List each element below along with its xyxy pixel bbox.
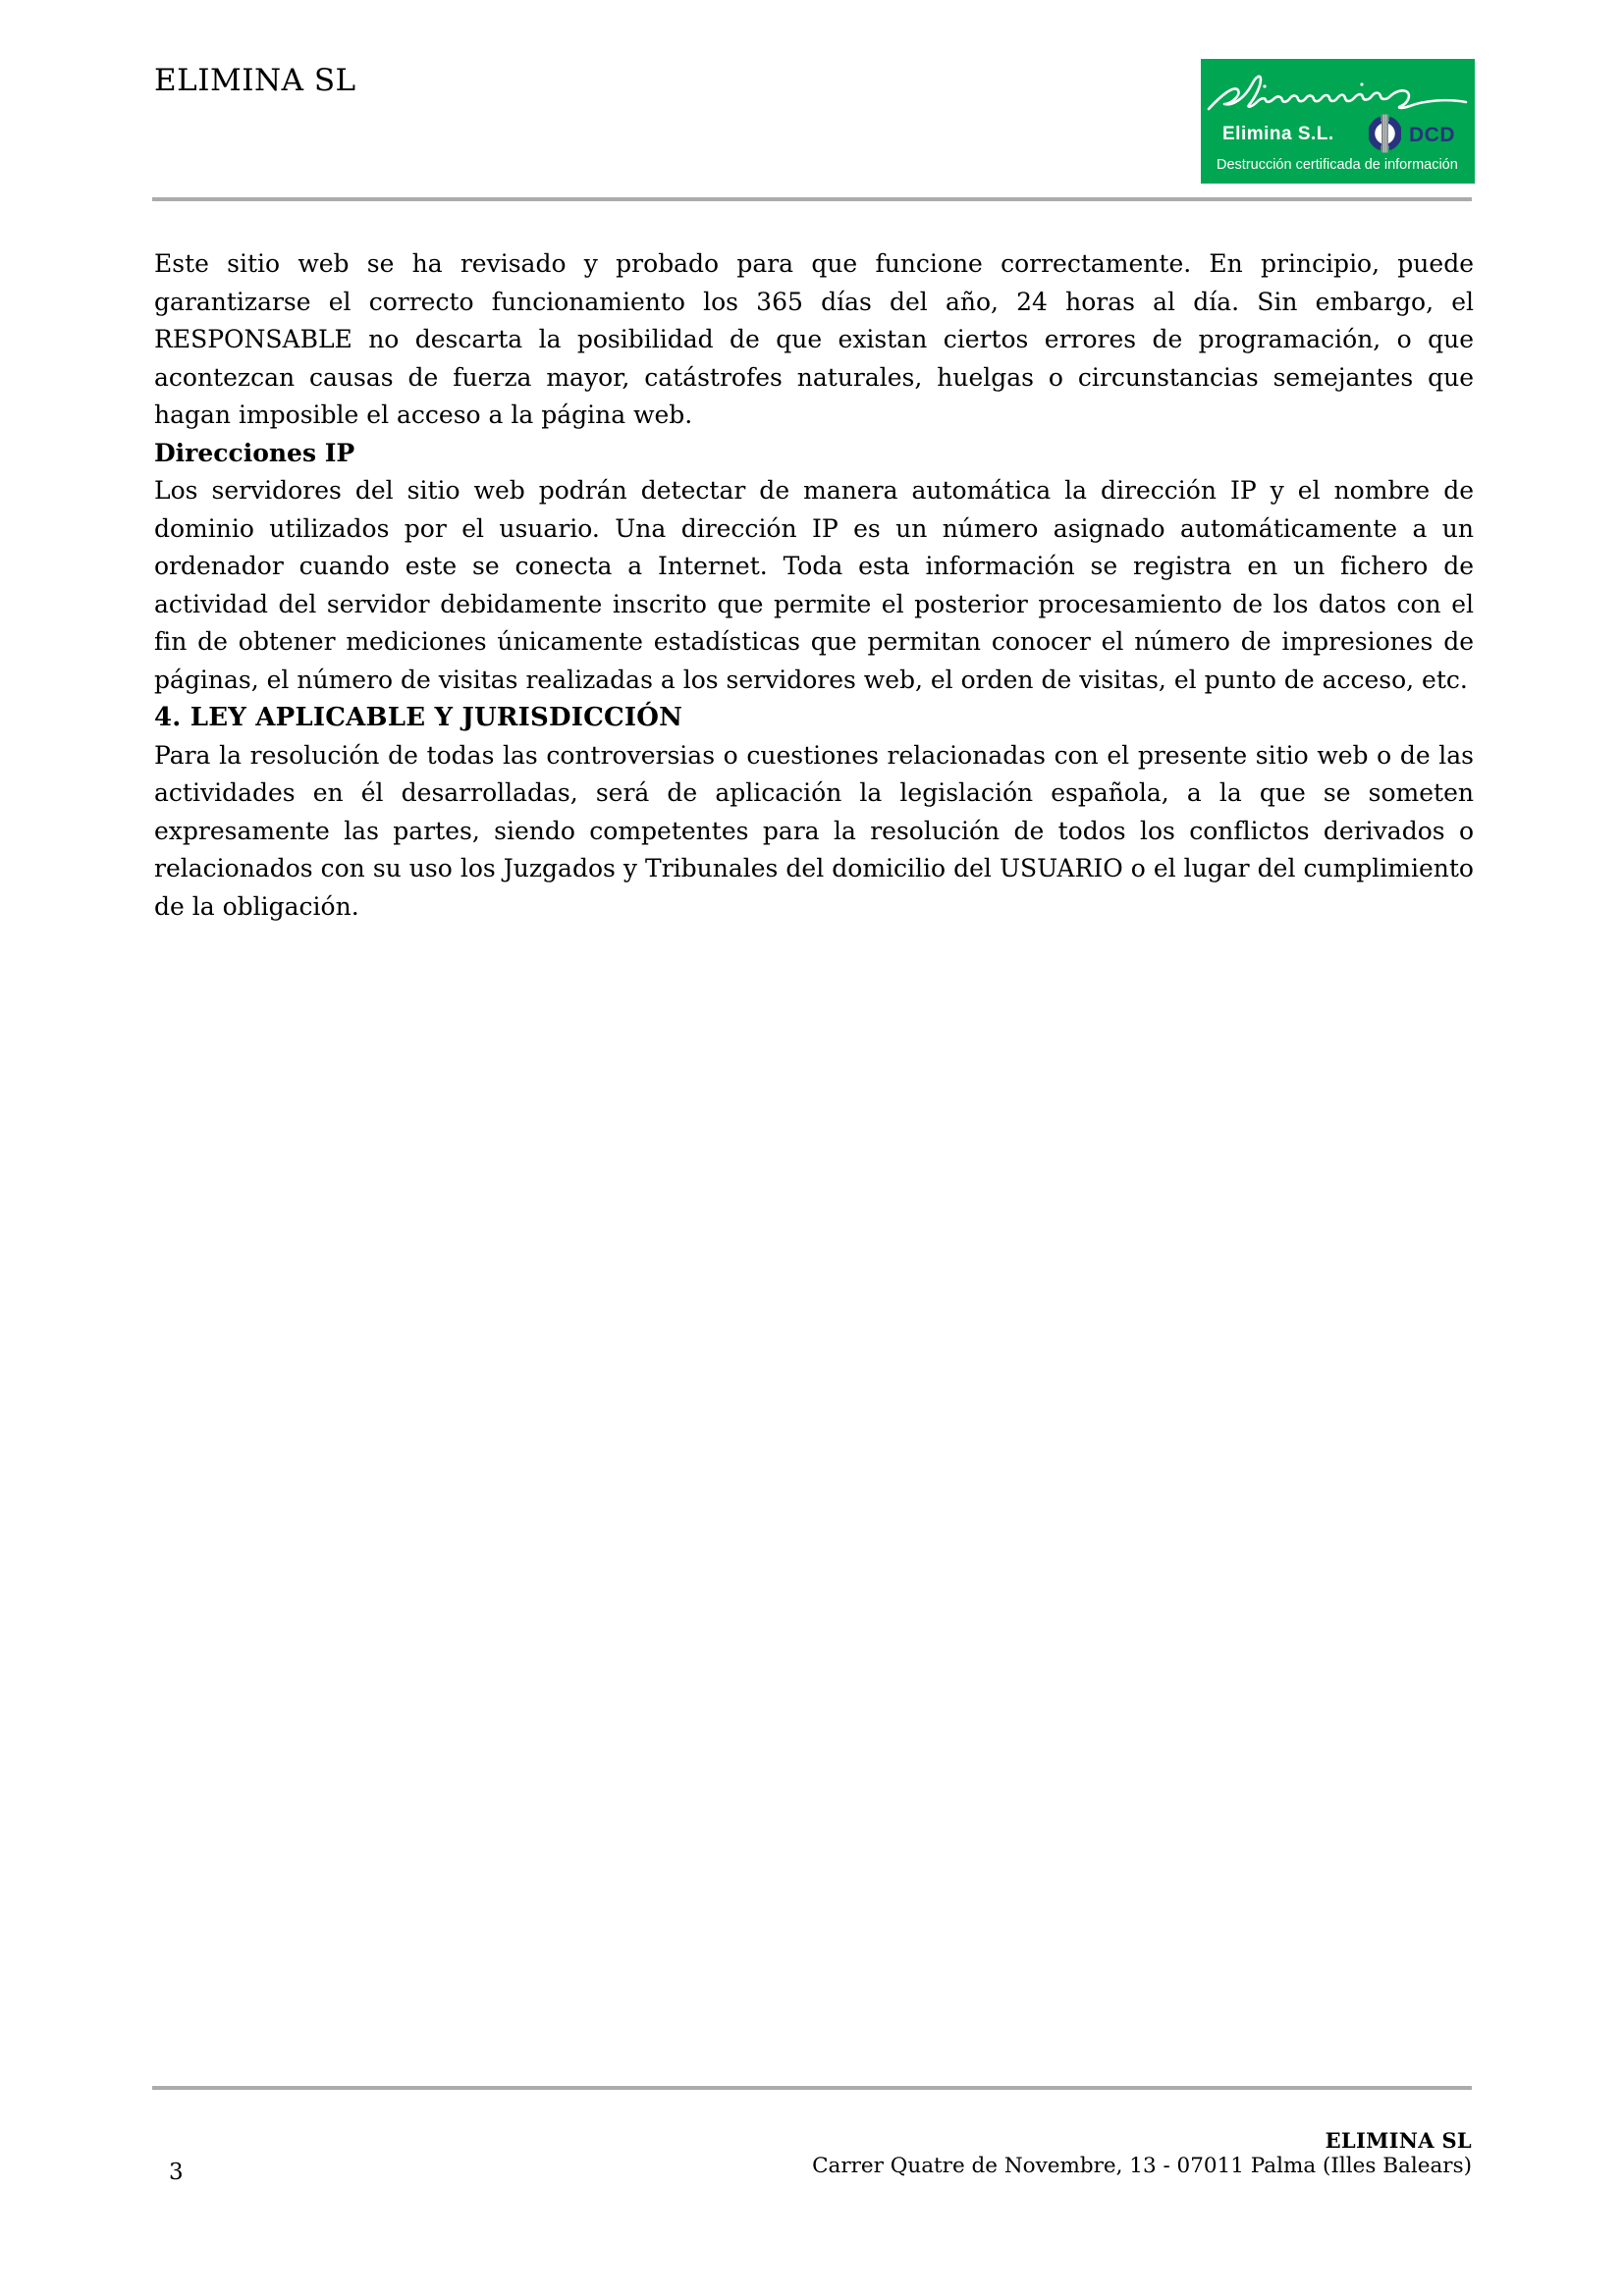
header-divider [152,197,1472,201]
footer-divider [152,2086,1472,2090]
elimina-signature-icon [1203,67,1472,122]
subheading-direcciones-ip: Direcciones IP [154,438,355,467]
elimina-logo [1201,59,1475,184]
paragraph-availability: Este sitio web se ha revisado y probado para que funcione correctamente. En principio, puede garantizarse el correcto funcionamiento los 365 días del año, 24 horas al día. Sin embargo, el RESPONSABLE no descarta la posibilidad de que existan ciertos errores de programación, o que acontezcan causas de fuerza mayor, catástrofes naturales, huelgas o circunstancias semejantes que hagan imposible el acceso a la página web. [154,249,1474,429]
footer-info [812,2128,1472,2179]
dcd-logo-icon [1369,114,1401,153]
paragraph-ley-aplicable: Para la resolución de todas las controversias o cuestiones relacionadas con el presente sitio web o de las actividades en él desarrolladas, será de aplicación la legislación española, a la que se someten expresamente las partes, siendo competentes para la resolución de todos los conflictos derivados o relacionados con su uso los Juzgados y Tribunales del domicilio del USUARIO o el lugar del cumplimiento de la obligación. [154,740,1474,921]
footer-company-name: ELIMINA SL [1325,2128,1472,2153]
header-company-name: ELIMINA SL [154,63,356,98]
logo-company-name: Elimina S.L. [1222,124,1334,144]
document-body [154,245,1474,926]
heading-ley-aplicable: 4. LEY APLICABLE Y JURISDICCIÓN [154,703,683,732]
footer-address: Carrer Quatre de Novembre, 13 - 07011 Palma (Illes Balears) [812,2154,1472,2178]
dcd-label: DCD [1409,124,1455,146]
page-number: 3 [169,2160,184,2185]
paragraph-direcciones-ip: Los servidores del sitio web podrán detectar de manera automática la dirección IP y el nombre de dominio utilizados por el usuario. Una dirección IP es un número asignado automáticamente a un ordenador cuando este se conecta a Internet. Toda esta información se registra en un fichero de actividad del servidor debidamente inscrito que permite el posterior procesamiento de los datos con el fin de obtener mediciones únicamente estadísticas que permitan conocer el número de impresiones de páginas, el número de visitas realizadas a los servidores web, el orden de visitas, el punto de acceso, etc. [154,476,1474,694]
logo-tagline: Destrucción certificada de información [1217,157,1458,173]
